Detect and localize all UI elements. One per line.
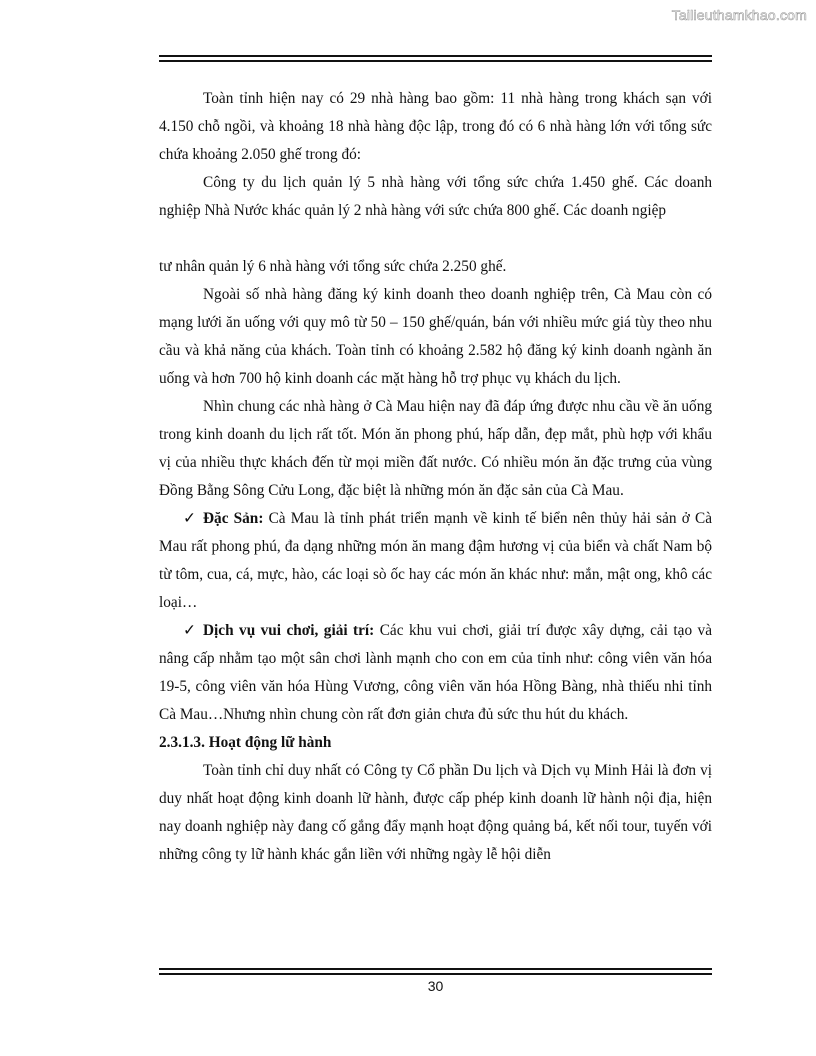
section-heading: 2.3.1.3. Hoạt động lữ hành: [159, 734, 332, 751]
bullet-entertainment: [159, 617, 712, 729]
header-double-rule: [159, 55, 712, 63]
paragraph-overview: Nhìn chung các nhà hàng ở Cà Mau hiện nay đã đáp ứng được nhu cầu về ăn uống trong kinh doanh du lịch rất tốt. Món ăn phong phú, hấp dẫn, đẹp mắt, phù hợp với khẩu vị của nhiều thực khách đến từ mọi miền đất nước. Có nhiều món ăn đặc trưng của vùng Đồng Bằng Sông Cửu Long, đặc biệt là những món ăn đặc sản của Cà Mau.: [159, 398, 712, 499]
footer-double-rule: [159, 968, 712, 976]
bullet-specialties: [159, 505, 712, 617]
paragraph-travel-agency: Toàn tỉnh chỉ duy nhất có Công ty Cổ phần Du lịch và Dịch vụ Minh Hải là đơn vị duy nhất hoạt động kinh doanh lữ hành, được cấp phép kinh doanh lữ hành nội địa, hiện nay doanh nghiệp này đang cố gắng đẩy mạnh hoạt động quảng bá, kết nối tour, tuyến với những công ty lữ hành khác gắn liền với những ngày lễ hội diễn: [159, 762, 712, 863]
checkmark-icon: ✓: [183, 622, 196, 639]
paragraph-food-network: Ngoài số nhà hàng đăng ký kinh doanh theo doanh nghiệp trên, Cà Mau còn có mạng lưới ăn uống với quy mô từ 50 – 150 ghế/quán, bán với nhiều mức giá tùy theo nhu cầu và khả năng của khách. Toàn tỉnh có khoảng 2.582 hộ đăng ký kinh doanh ngành ăn uống và hơn 700 hộ kinh doanh các mặt hàng hỗ trợ phục vụ khách du lịch.: [159, 286, 712, 387]
paragraph-company-restaurants: Công ty du lịch quản lý 5 nhà hàng với tổng sức chứa 1.450 ghế. Các doanh nghiệp Nhà Nước khác quản lý 2 nhà hàng với sức chứa 800 ghế. Các doanh ngiệp: [159, 174, 712, 219]
bullet-text: Các khu vui chơi, giải trí được xây dựng, cải tạo và nâng cấp nhằm tạo một sân chơi lành mạnh cho con em của tỉnh như: công viên văn hóa 19-5, công viên văn hóa Hùng Vương, công viên văn hóa Hồng Bàng, nhà thiếu nhi tỉnh Cà Mau…Nhưng nhìn chung còn rất đơn giản chưa đủ sức thu hút du khách.: [159, 622, 712, 723]
page-body: [159, 85, 712, 869]
page-number: 30: [427, 978, 444, 994]
paragraph-private-restaurants: tư nhân quản lý 6 nhà hàng với tổng sức chứa 2.250 ghế.: [159, 258, 507, 275]
page-gap: [159, 225, 712, 253]
paragraph-restaurant-count: Toàn tỉnh hiện nay có 29 nhà hàng bao gồm: 11 nhà hàng trong khách sạn với 4.150 chỗ ngồi, và khoảng 18 nhà hàng độc lập, trong đó có 6 nhà hàng lớn với tổng sức chứa khoảng 2.050 ghế trong đó:: [159, 90, 712, 163]
bullet-label: Dịch vụ vui chơi, giải trí:: [203, 622, 375, 639]
bullet-label: Đặc Sản:: [203, 510, 264, 527]
bullet-text: Cà Mau là tỉnh phát triển mạnh về kinh tế biển nên thủy hải sản ở Cà Mau rất phong phú, đa dạng những món ăn mang đậm hương vị của biển và chất Nam bộ từ tôm, cua, cá, mực, hào, các loại sò ốc hay các món ăn khác như: mắn, mật ong, khô các loại…: [159, 510, 712, 611]
checkmark-icon: ✓: [183, 510, 196, 527]
watermark-text: Tailieuthamkhao.com: [671, 7, 807, 23]
